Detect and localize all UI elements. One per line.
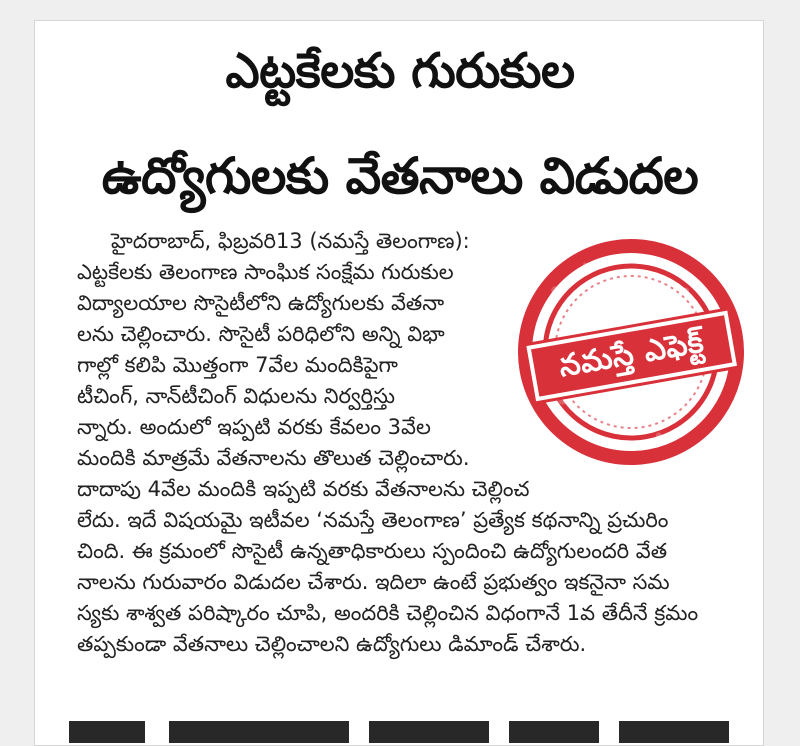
article-line: స్యకు శాశ్వత పరిష్కారం చూపి, అందరికి చెల్లించిన విధంగానే 1వ తేదీనే క్రమం [77,601,699,625]
headline-line-2: ఉద్యోగులకు వేతనాలు విడుదల [101,147,699,205]
stamp-label: నమస్తే ఎఫెక్ట్ [526,311,737,402]
newspaper-clipping [34,20,764,746]
article-line: విద్యాలయాల సొసైటీలోని ఉద్యోగులకు వేతనా [77,291,445,315]
article-line: ఎట్టకేలకు తెలంగాణ సాంఘిక సంక్షేమ గురుకుల [77,260,454,284]
effect-stamp [497,218,764,487]
article-line: న్నారు. అందులో ఇప్పటి వరకు కేవలం 3వేల [77,415,431,439]
article-line: టీచింగ్, నాన్‌టీచింగ్ విధులను నిర్వర్తిస్తు [77,384,396,408]
article-line: లను చెల్లించారు. సొసైటీ పరిధిలోని అన్ని విభా [77,322,445,346]
article-line: చింది. ఈ క్రమంలో సొసైటీ ఉన్నతాధికారులు స్పందించి ఉద్యోగులందరి వేత [77,539,668,563]
article-line: హైదరాబాద్, ఫిబ్రవరి13 (నమస్తే తెలంగాణ): [111,229,470,253]
cropped-headline-graphic [69,711,729,745]
article-line: నాలను గురువారం విడుదల చేశారు. ఇదిలా ఉంటే ప్రభుత్వం ఇకనైనా సమ [77,570,670,594]
article-line: తప్పకుండా వేతనాలు చెల్లించాలని ఉద్యోగులు డిమాండ్ చేశారు. [77,632,587,656]
article-line: దాదాపు 4వేల మందికి ఇప్పటి వరకు వేతనాలను చెల్లించ [77,477,530,501]
article-line: మందికి మాత్రమే వేతనాలను తొలుత చెల్లించారు. [77,446,470,470]
next-headline-cropped [69,711,729,745]
headline-line-1: ఎట్టకేలకు గురుకుల [225,43,575,99]
article-line: లేదు. ఇదే విషయమై ఇటీవల ‘నమస్తే తెలంగాణ’ ప్రత్యేక కథనాన్ని ప్రచురిం [77,508,669,532]
article-line: గాల్లో కలిపి మొత్తంగా 7వేల మందికిపైగా [77,353,398,377]
